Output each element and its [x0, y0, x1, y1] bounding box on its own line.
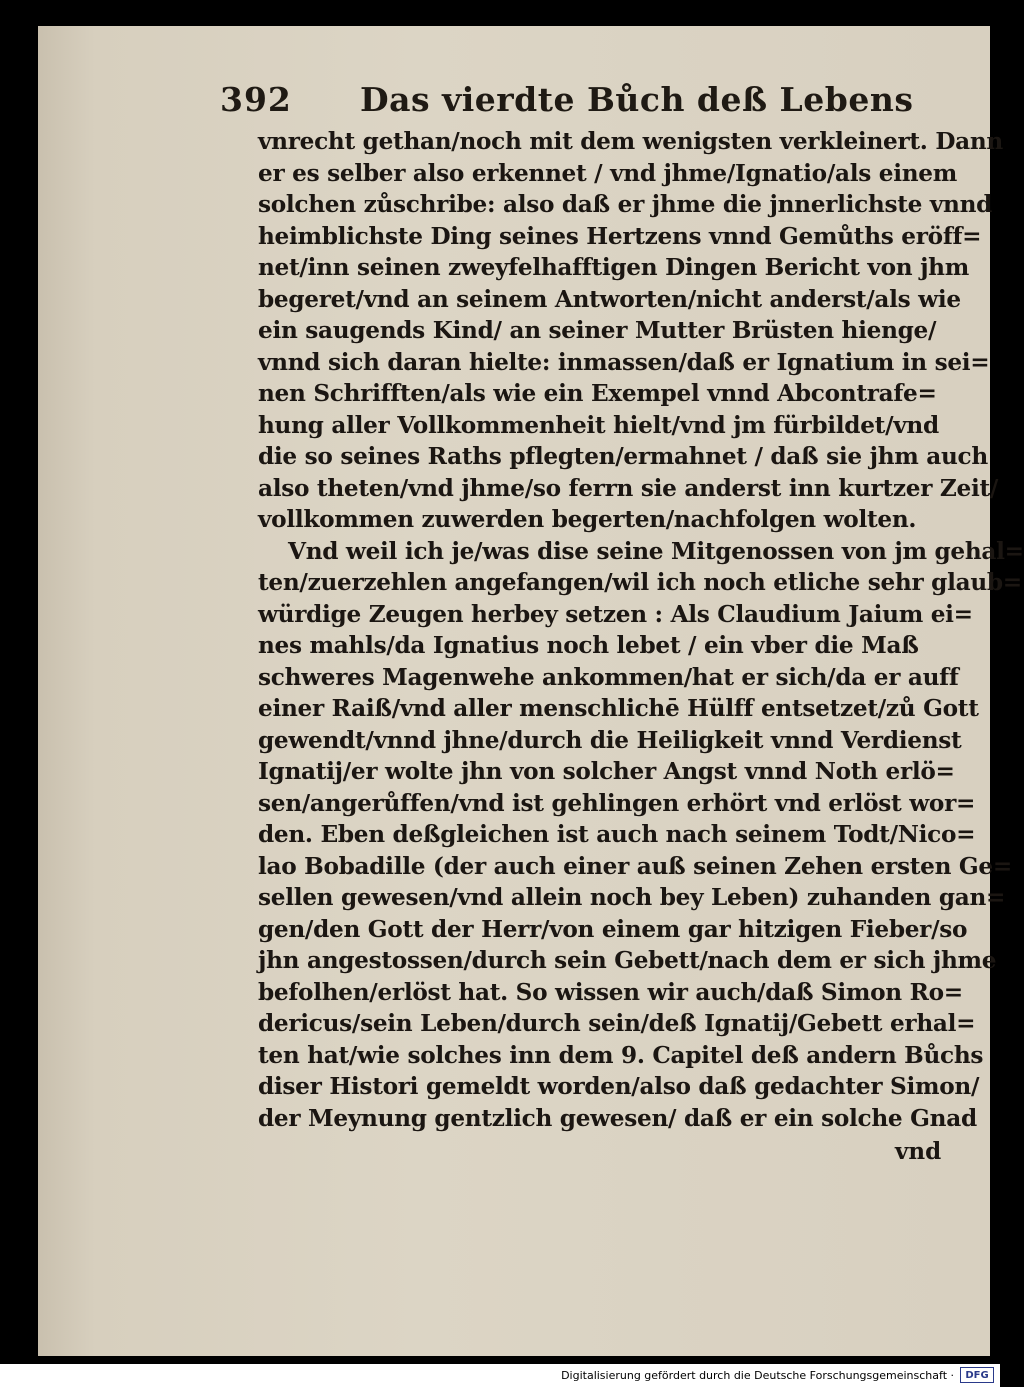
- body-text: [258, 126, 1024, 1134]
- text-line: die so seines Raths pflegten/ermahnet / daß sie jhm auch: [258, 443, 988, 470]
- page-number: 392: [220, 80, 292, 119]
- text-line: jhn angestossen/durch sein Gebett/nach dem er sich jhme: [258, 947, 997, 974]
- catchword: vnd: [895, 1138, 942, 1165]
- text-line: Vnd weil ich je/was dise seine Mitgenossen von jm gehal=: [288, 537, 1024, 565]
- text-line: ten/zuerzehlen angefangen/wil ich noch etliche sehr glaub=: [258, 569, 1022, 596]
- text-line: heimblichste Ding seines Hertzens vnnd Gemůths eröff=: [258, 222, 982, 250]
- text-line: ten hat/wie solches inn dem 9. Capitel deß andern Bůchs: [258, 1041, 984, 1069]
- text-line: den. Eben deßgleichen ist auch nach seinem Todt/Nico=: [258, 821, 976, 848]
- page-header: [220, 80, 940, 126]
- text-line: gewendt/vnnd jhne/durch die Heiligkeit vnnd Verdienst: [258, 726, 962, 754]
- running-title: Das vierdte Bůch deß Lebens: [360, 80, 914, 119]
- text-line: sellen gewesen/vnd allein noch bey Leben) zuhanden gan=: [258, 884, 1006, 911]
- footer-credit: Digitalisierung gefördert durch die Deutsche Forschungsgemeinschaft ·: [561, 1369, 954, 1382]
- text-line: der Meynung gentzlich gewesen/ daß er ein solche Gnad: [258, 1104, 977, 1132]
- text-line: befolhen/erlöst hat. So wissen wir auch/daß Simon Ro=: [258, 978, 963, 1006]
- text-line: net/inn seinen zweyfelhafftigen Dingen Bericht von jhm: [258, 254, 969, 281]
- text-line: vnrecht gethan/noch mit dem wenigsten verkleinert. Dann: [258, 128, 1003, 155]
- text-line: gen/den Gott der Herr/von einem gar hitzigen Fieber/so: [258, 915, 968, 943]
- text-line: würdige Zeugen herbey setzen : Als Claudium Jaium ei=: [258, 600, 973, 628]
- text-line: Ignatij/er wolte jhn von solcher Angst vnnd Noth erlö=: [258, 758, 955, 785]
- text-line: er es selber also erkennet / vnd jhme/Ignatio/als einem: [258, 159, 957, 187]
- text-line: vollkommen zuwerden begerten/nachfolgen wolten.: [258, 506, 917, 533]
- dfg-logo: DFG: [960, 1367, 994, 1383]
- footer-bar: [0, 1364, 1000, 1387]
- text-line: schweres Magenwehe ankommen/hat er sich/da er auff: [258, 663, 959, 691]
- text-line: begeret/vnd an seinem Antworten/nicht anderst/als wie: [258, 285, 961, 313]
- text-line: einer Raiß/vnd aller menschlichē Hülff entsetzet/zů Gott: [258, 695, 979, 722]
- text-line: vnnd sich daran hielte: inmassen/daß er Ignatium in sei=: [258, 348, 990, 376]
- text-line: hung aller Vollkommenheit hielt/vnd jm fürbildet/vnd: [258, 411, 939, 439]
- text-line: dericus/sein Leben/durch sein/deß Ignatij/Gebett erhal=: [258, 1010, 976, 1037]
- text-line: nes mahls/da Ignatius noch lebet / ein vber die Maß: [258, 632, 919, 659]
- text-line: sen/angerůffen/vnd ist gehlingen erhört vnd erlöst wor=: [258, 789, 976, 817]
- text-line: also theten/vnd jhme/so ferrn sie anderst inn kurtzer Zeit/: [258, 474, 999, 502]
- text-line: lao Bobadille (der auch einer auß seinen Zehen ersten Ge=: [258, 852, 1013, 880]
- text-line: solchen zůschribe: also daß er jhme die jnnerlichste vnnd: [258, 191, 993, 218]
- text-line: ein saugends Kind/ an seiner Mutter Brüsten hienge/: [258, 317, 937, 344]
- text-line: diser Histori gemeldt worden/also daß gedachter Simon/: [258, 1073, 980, 1100]
- text-line: nen Schrifften/als wie ein Exempel vnnd Abcontrafe=: [258, 380, 937, 407]
